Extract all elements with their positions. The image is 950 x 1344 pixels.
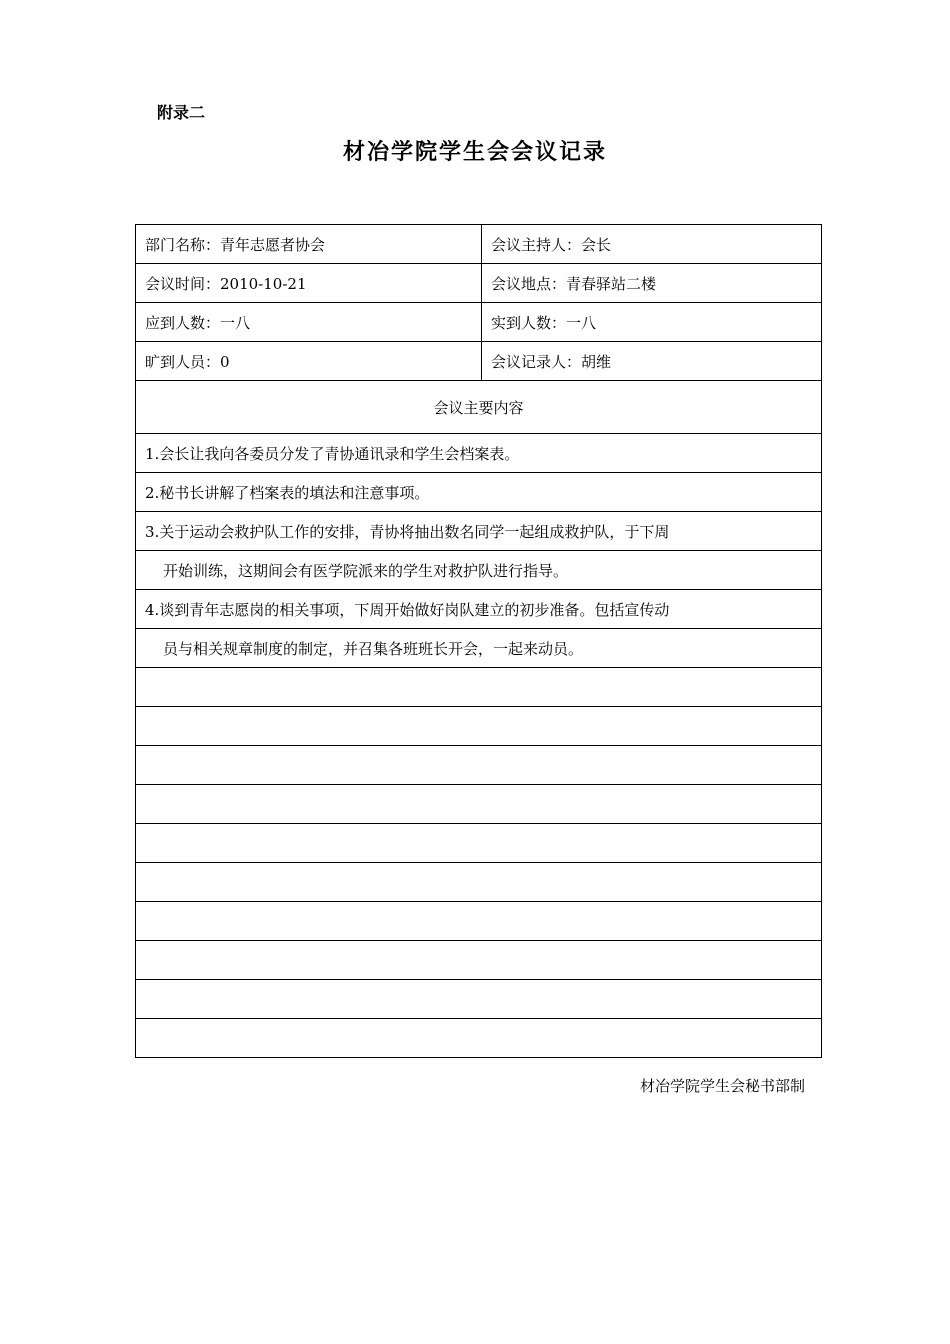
- blank-line: [136, 785, 822, 824]
- blank-row: [136, 668, 822, 707]
- content-row: [136, 551, 822, 590]
- info-row-3: [136, 303, 822, 342]
- blank-row: [136, 980, 822, 1019]
- content-line: 2.秘书长讲解了档案表的填法和注意事项。: [136, 473, 822, 512]
- content-line: 1.会长让我向各委员分发了青协通讯录和学生会档案表。: [136, 434, 822, 473]
- info-row-4: [136, 342, 822, 381]
- meeting-record-table: [135, 224, 822, 1058]
- blank-row: [136, 824, 822, 863]
- blank-line: [136, 941, 822, 980]
- document-title: 材冶学院学生会会议记录: [342, 139, 607, 165]
- blank-row: [136, 941, 822, 980]
- content-line: 开始训练，这期间会有医学院派来的学生对救护队进行指导。: [136, 551, 822, 590]
- info-row-1: [136, 225, 822, 264]
- blank-line: [136, 1019, 822, 1058]
- blank-line: [136, 668, 822, 707]
- content-row: [136, 512, 822, 551]
- absent-cell: 旷到人员：0: [136, 342, 482, 381]
- actual-count-cell: 实到人数：一八: [482, 303, 822, 342]
- department-cell: 部门名称：青年志愿者协会: [136, 225, 482, 264]
- blank-row: [136, 1019, 822, 1058]
- blank-row: [136, 863, 822, 902]
- blank-line: [136, 824, 822, 863]
- content-row: [136, 473, 822, 512]
- blank-line: [136, 980, 822, 1019]
- info-row-2: [136, 264, 822, 303]
- content-row: [136, 434, 822, 473]
- appendix-label: 附录二: [157, 103, 206, 122]
- recorder-cell: 会议记录人：胡维: [482, 342, 822, 381]
- content-line: 员与相关规章制度的制定，并召集各班班长开会，一起来动员。: [136, 629, 822, 668]
- blank-line: [136, 863, 822, 902]
- footer-issuer: 材冶学院学生会秘书部制: [639, 1077, 805, 1095]
- content-header-row: [136, 381, 822, 434]
- content-row: [136, 590, 822, 629]
- blank-line: [136, 902, 822, 941]
- blank-row: [136, 707, 822, 746]
- blank-line: [136, 746, 822, 785]
- expected-count-cell: 应到人数：一八: [136, 303, 482, 342]
- time-cell: 会议时间：2010-10-21: [136, 264, 482, 303]
- content-line: 4.谈到青年志愿岗的相关事项，下周开始做好岗队建立的初步准备。包括宣传动: [136, 590, 822, 629]
- blank-row: [136, 902, 822, 941]
- blank-row: [136, 746, 822, 785]
- location-cell: 会议地点：青春驿站二楼: [482, 264, 822, 303]
- content-line: 3.关于运动会救护队工作的安排，青协将抽出数名同学一起组成救护队，于下周: [136, 512, 822, 551]
- blank-line: [136, 707, 822, 746]
- host-cell: 会议主持人：会长: [482, 225, 822, 264]
- blank-row: [136, 785, 822, 824]
- content-row: [136, 629, 822, 668]
- content-header: 会议主要内容: [136, 381, 822, 434]
